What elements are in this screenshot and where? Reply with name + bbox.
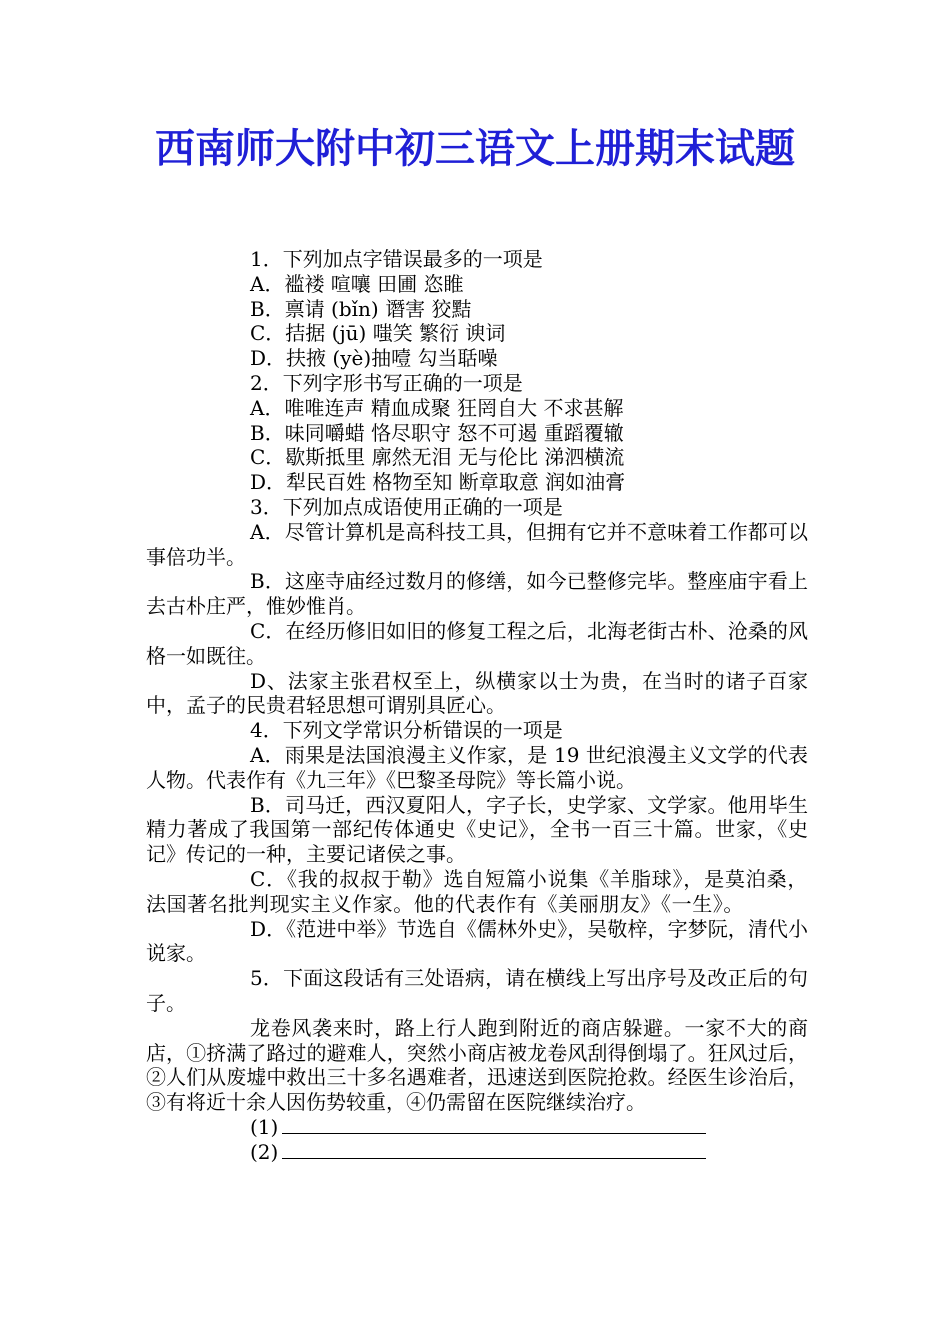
answer-line-1[interactable] xyxy=(146,1115,808,1140)
question-5-stem: 5．下面这段话有三处语病，请在横线上写出序号及改正后的句子。 xyxy=(146,966,808,1015)
question-5-passage: 龙卷风袭来时，路上行人跑到附近的商店躲避。一家不大的商店，①挤满了路过的避难人，突然小商店被龙卷风刮得倒塌了。狂风过后，②人们从废墟中救出三十多名遇难者，迅速送到医院抢救。经医生诊治后，③有将近十余人因伤势较重，④仍需留在医院继续治疗。 xyxy=(146,1015,808,1115)
question-1-option-a: A．褴褛 喧嚷 田圃 恣睢 xyxy=(250,271,464,296)
answer-line-2[interactable] xyxy=(146,1140,808,1165)
answer-line-1-underline[interactable] xyxy=(282,1115,706,1134)
question-1-option-b: B．禀请 (bǐn) 谮害 狡黠 xyxy=(250,296,472,321)
question-3-option-a: A．尽管计算机是高科技工具，但拥有它并不意味着工作都可以事倍功半。 xyxy=(146,519,808,569)
question-4-option-d: D．《范进中举》节选自《儒林外史》，吴敬梓，字梦阮，清代小说家。 xyxy=(146,916,808,966)
exam-body xyxy=(146,247,808,1164)
question-1-option-c: C．拮据 (jū) 嗤笑 繁衍 谀词 xyxy=(250,321,506,346)
question-2-option-a: A．唯唯连声 精血成聚 狂罔自大 不求甚解 xyxy=(250,395,624,420)
question-4-option-c: C．《我的叔叔于勒》选自短篇小说集《羊脂球》，是莫泊桑，法国著名批判现实主义作家。他的代表作有《美丽朋友》《一生》。 xyxy=(146,866,808,916)
page-title: 西南师大附中初三语文上册期末试题 xyxy=(155,126,795,172)
answer-line-2-underline[interactable] xyxy=(282,1140,706,1159)
question-2-option-d: D．犁民百姓 格物至知 断章取意 润如油膏 xyxy=(250,470,626,495)
question-3-stem: 3．下列加点成语使用正确的一项是 xyxy=(250,494,563,519)
question-1-stem: 1．下列加点字错误最多的一项是 xyxy=(250,247,543,271)
question-3-option-b: B．这座寺庙经过数月的修缮，如今已整修完毕。整座庙宇看上去古朴庄严，惟妙惟肖。 xyxy=(146,569,808,619)
question-2-option-b: B．味同嚼蜡 恪尽职守 怒不可遏 重蹈覆辙 xyxy=(250,420,624,445)
question-4-option-b: B．司马迁，西汉夏阳人，字子长，史学家、文学家。他用毕生精力著成了我国第一部纪传体通史《史记》，全书一百三十篇。世家，《史记》传记的一种，主要记诸侯之事。 xyxy=(146,792,808,867)
question-2-stem: 2．下列字形书写正确的一项是 xyxy=(250,370,523,395)
answer-line-2-label: (2) xyxy=(250,1139,279,1164)
question-1-option-d: D．扶掖 (yè)抽噎 勾当聒噪 xyxy=(250,346,498,371)
question-2-option-c: C．歇斯抵里 廓然无泪 无与伦比 涕泗横流 xyxy=(250,445,625,470)
question-4-option-a: A．雨果是法国浪漫主义作家，是 19 世纪浪漫主义文学的代表人物。代表作有《九三年》《巴黎圣母院》等长篇小说。 xyxy=(146,742,808,792)
question-4-stem: 4．下列文学常识分析错误的一项是 xyxy=(250,718,563,743)
question-3-option-d: D、法家主张君权至上，纵横家以士为贵，在当时的诸子百家中，孟子的民贵君轻思想可谓别具匠心。 xyxy=(146,668,808,718)
answer-line-1-label: (1) xyxy=(250,1114,279,1139)
question-3-option-c: C．在经历修旧如旧的修复工程之后，北海老街古朴、沧桑的风格一如既往。 xyxy=(146,618,808,668)
